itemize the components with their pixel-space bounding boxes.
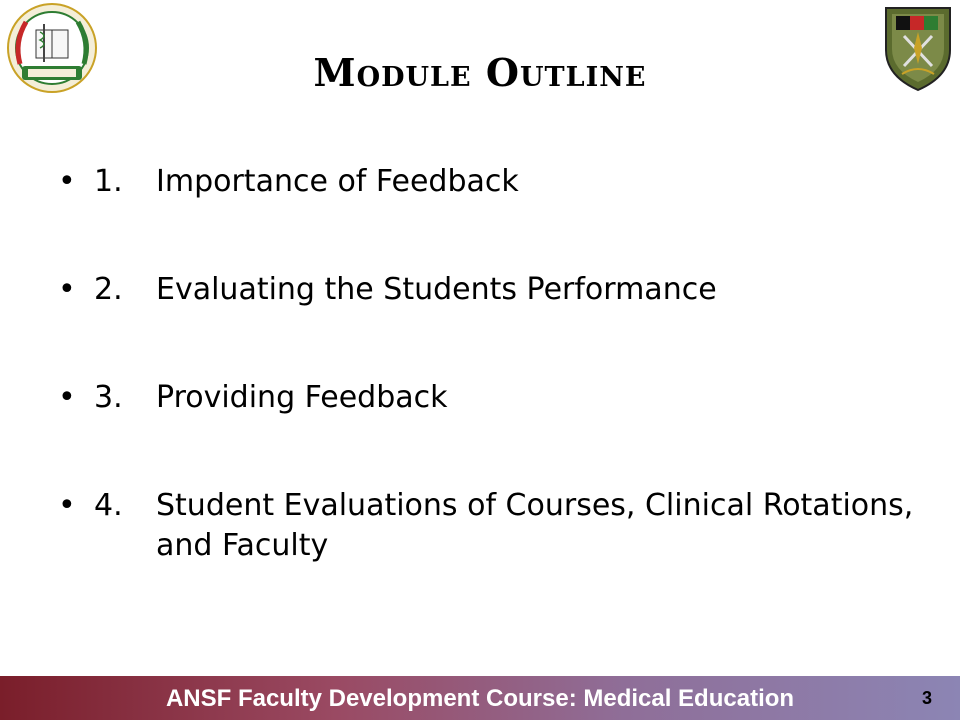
outline-item bbox=[58, 162, 918, 202]
outline-item-number: 3. bbox=[94, 380, 123, 415]
outline-item bbox=[58, 486, 918, 566]
outline-item-text: Evaluating the Students Performance bbox=[156, 272, 717, 307]
bullet-icon: • bbox=[58, 272, 76, 307]
outline-item-text: Student Evaluations of Courses, Clinical Rotations, and Faculty bbox=[156, 488, 914, 563]
bullet-icon: • bbox=[58, 380, 76, 415]
bullet-icon: • bbox=[58, 488, 76, 523]
module-outline-list bbox=[58, 162, 918, 634]
outline-item bbox=[58, 378, 918, 418]
bullet-icon: • bbox=[58, 164, 76, 199]
outline-item-number: 1. bbox=[94, 164, 123, 199]
footer-bar bbox=[0, 676, 960, 720]
outline-item-number: 4. bbox=[94, 488, 123, 523]
outline-item-number: 2. bbox=[94, 272, 123, 307]
page-number: 3 bbox=[922, 688, 933, 708]
footer-text: ANSF Faculty Development Course: Medical Education bbox=[165, 685, 795, 712]
outline-item-text: Importance of Feedback bbox=[156, 164, 519, 199]
slide-title: Module Outline bbox=[313, 50, 647, 95]
outline-item-text: Providing Feedback bbox=[156, 380, 448, 415]
outline-item bbox=[58, 270, 918, 310]
